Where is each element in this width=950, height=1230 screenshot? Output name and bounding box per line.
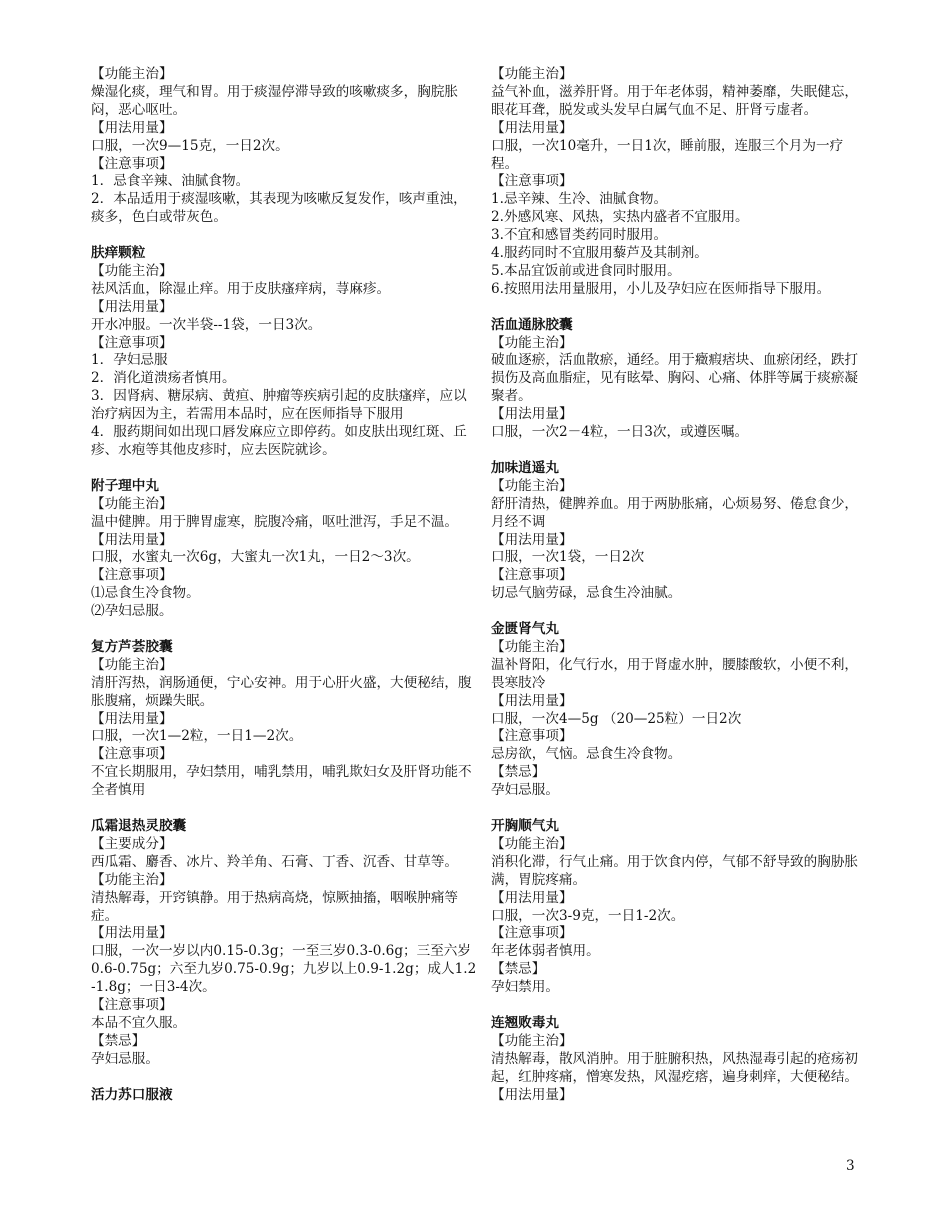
section-label: 【功能主治】 — [91, 66, 173, 82]
drug-entry — [491, 621, 861, 800]
section-label: 【用法用量】 — [91, 298, 173, 315]
section-label: 【用法用量】 — [91, 710, 173, 727]
drug-entry — [91, 478, 477, 621]
section-text: 本品不宜久服。 — [91, 1014, 187, 1031]
section-text: 切忌气脑劳碌，忌食生冷油腻。 — [491, 585, 682, 602]
section-text: 忌房欲，气恼。忌食生冷食物。 — [491, 746, 682, 763]
section-text: 不宜长期服用，孕妇禁用，哺乳禁用，哺乳欺妇女及肝肾功能不全者慎用 — [91, 764, 472, 799]
section-text: 口服，一次一岁以内0.15-0.3g；一至三岁0.3-0.6g；三至六岁0.6-0.75g；六至九岁0.75-0.9g；九岁以上0.9-1.2g；成人1.2-1.8g；一日3-4次。 — [91, 943, 477, 996]
section-label: 【用法用量】 — [91, 119, 173, 136]
section-text: 孕妇忌服。 — [91, 1050, 159, 1067]
section-text: 舒肝清热，健脾养血。用于两胁胀痛，心烦易努、倦怠食少，月经不调 — [491, 495, 859, 530]
section-text: 口服，一次4—5g （20—25粒）一日2次 — [491, 710, 742, 727]
section-label: 【注意事项】 — [91, 746, 173, 763]
section-text: 1．忌食辛辣、油腻食物。 — [91, 173, 250, 190]
section-label: 【用法用量】 — [491, 889, 573, 906]
drug-title: 连翘败毒丸 — [491, 1014, 559, 1031]
section-label: 【注意事项】 — [491, 925, 573, 942]
section-text: 祛风活血，除湿止痒。用于皮肤瘙痒病，荨麻疹。 — [91, 280, 391, 297]
section-label: 【功能主治】 — [491, 835, 573, 852]
section-text: 口服，一次1袋，一日2次 — [491, 549, 645, 566]
section-label: 【用法用量】 — [491, 406, 573, 423]
drug-title: 金匮肾气丸 — [491, 621, 559, 638]
right-column — [491, 66, 861, 1104]
section-text: 口服，水蜜丸一次6g，大蜜丸一次1丸，一日2～3次。 — [91, 549, 420, 566]
section-text: 3.不宜和感冒类药同时服用。 — [491, 227, 668, 244]
section-text: 6.按照用法用量服用，小儿及孕妇应在医师指导下服用。 — [491, 280, 831, 297]
section-text: 3．因肾病、糖尿病、黄疸、肿瘤等疾病引起的皮肤瘙痒，应以治疗病因为主，若需用本品时，应在医师指导下服用 — [91, 388, 467, 423]
drug-title: 复方芦荟胶囊 — [91, 638, 173, 655]
section-text: 口服，一次9—15克，一日2次。 — [91, 137, 289, 154]
section-label: 【主要成分】 — [91, 835, 173, 852]
section-label: 【注意事项】 — [91, 334, 173, 351]
drug-entry — [91, 1087, 477, 1105]
section-text: 破血逐瘀，活血散瘀，通经。用于癥瘕痞块、血瘀闭经，跌打损伤及高血脂症，见有眩晕、胸闷、心痛、体胖等属于痰瘀凝聚者。 — [491, 352, 859, 405]
section-label: 【用法用量】 — [491, 531, 573, 548]
section-label: 【用法用量】 — [91, 925, 173, 942]
section-label: 【禁忌】 — [91, 1032, 146, 1049]
section-label: 【功能主治】 — [91, 262, 173, 279]
section-text: 清肝泻热，润肠通便，宁心安神。用于心肝火盛，大便秘结，腹胀腹痛，烦躁失眠。 — [91, 674, 472, 709]
left-column — [91, 66, 477, 1104]
drug-entry — [491, 66, 861, 299]
section-text: ⑵孕妇忌服。 — [91, 603, 173, 620]
section-label: 【用法用量】 — [491, 1086, 573, 1103]
section-label: 【注意事项】 — [91, 997, 173, 1014]
drug-title: 加味逍遥丸 — [491, 459, 559, 476]
section-text: 消积化滞，行气止痛。用于饮食内停，气郁不舒导致的胸胁胀满，胃脘疼痛。 — [491, 853, 859, 888]
section-text: 口服，一次1—2粒，一日1—2次。 — [91, 728, 303, 745]
section-label: 【用法用量】 — [91, 531, 173, 548]
section-label: 【注意事项】 — [91, 567, 173, 584]
section-text: 口服，一次10毫升，一日1次，睡前服，连服三个月为一疗程。 — [491, 137, 844, 172]
section-text: 2.外感风寒、风热，实热内盛者不宜服用。 — [491, 209, 749, 226]
page-number: 3 — [846, 1158, 855, 1174]
section-text: 2．消化道溃疡者慎用。 — [91, 370, 236, 387]
drug-entry — [91, 245, 477, 460]
drug-title: 附子理中丸 — [91, 477, 159, 494]
section-text: 5.本品宜饭前或进食同时服用。 — [491, 262, 681, 279]
section-text: 2．本品适用于痰湿咳嗽，其表现为咳嗽反复发作，咳声重浊，痰多，色白或带灰色。 — [91, 191, 467, 226]
section-label: 【用法用量】 — [491, 119, 573, 136]
section-label: 【功能主治】 — [91, 656, 173, 673]
section-label: 【禁忌】 — [491, 961, 546, 978]
section-label: 【注意事项】 — [91, 155, 173, 172]
drug-entry — [491, 1015, 861, 1105]
section-label: 【功能主治】 — [491, 477, 573, 494]
section-label: 【功能主治】 — [491, 334, 573, 351]
section-text: 1．孕妇忌服 — [91, 352, 168, 369]
section-label: 【功能主治】 — [491, 1032, 573, 1049]
section-label: 【功能主治】 — [91, 871, 173, 888]
section-text: 1.忌辛辣、生冷、油腻食物。 — [491, 191, 668, 208]
drug-entry — [491, 317, 861, 442]
drug-entry — [91, 639, 477, 800]
section-text: 口服，一次2－4粒，一日3次，或遵医嘱。 — [491, 424, 749, 441]
section-label: 【功能主治】 — [491, 638, 573, 655]
section-text: 口服，一次3-9克，一日1-2次。 — [491, 907, 685, 924]
drug-entry — [91, 818, 477, 1069]
drug-title: 活力苏口服液 — [91, 1086, 173, 1103]
section-text: 开水冲服。一次半袋--1袋，一日3次。 — [91, 316, 322, 333]
section-label: 【注意事项】 — [491, 728, 573, 745]
drug-title: 肤痒颗粒 — [91, 245, 146, 262]
section-label: 【注意事项】 — [491, 567, 573, 584]
drug-entry — [491, 818, 861, 997]
section-text: 4.服药同时不宜服用藜芦及其制剂。 — [491, 245, 708, 262]
section-label: 【禁忌】 — [491, 764, 546, 781]
drug-entry — [491, 460, 861, 603]
section-text: 清热解毒，散风消肿。用于脏腑积热，风热湿毒引起的疮疡初起，红肿疼痛，憎寒发热，风湿疙瘩，遍身刺痒，大便秘结。 — [491, 1050, 859, 1085]
section-text: 孕妇忌服。 — [491, 782, 559, 799]
drug-title: 开胸顺气丸 — [491, 818, 559, 834]
section-label: 【用法用量】 — [491, 692, 573, 709]
section-text: 4．服药期间如出现口唇发麻应立即停药。如皮肤出现红斑、丘疹、水疱等其他皮疹时，应去医院就诊。 — [91, 424, 467, 459]
section-text: 温中健脾。用于脾胃虚寒，脘腹冷痛，呕吐泄泻，手足不温。 — [91, 513, 459, 530]
section-text: ⑴忌食生冷食物。 — [91, 585, 200, 602]
drug-title: 活血通脉胶囊 — [491, 316, 573, 333]
section-text: 燥湿化痰，理气和胃。用于痰湿停滞导致的咳嗽痰多，胸脘胀闷，恶心呕吐。 — [91, 83, 459, 118]
section-label: 【功能主治】 — [491, 66, 573, 82]
section-label: 【注意事项】 — [491, 173, 573, 190]
section-text: 西瓜霜、麝香、冰片、羚羊角、石膏、丁香、沉香、甘草等。 — [91, 853, 459, 870]
section-text: 孕妇禁用。 — [491, 979, 559, 996]
section-text: 温补肾阳，化气行水，用于肾虚水肿，腰膝酸软，小便不利，畏寒肢冷 — [491, 656, 859, 691]
section-text: 益气补血，滋养肝肾。用于年老体弱，精神萎靡，失眠健忘，眼花耳聋，脱发或头发早白属气血不足、肝肾亏虚者。 — [491, 83, 859, 118]
section-text: 清热解毒，开窍镇静。用于热病高烧，惊厥抽搐，咽喉肿痛等症。 — [91, 889, 459, 924]
section-label: 【功能主治】 — [91, 495, 173, 512]
drug-entry — [91, 66, 477, 227]
section-text: 年老体弱者慎用。 — [491, 943, 600, 960]
drug-title: 瓜霜退热灵胶囊 — [91, 818, 187, 834]
